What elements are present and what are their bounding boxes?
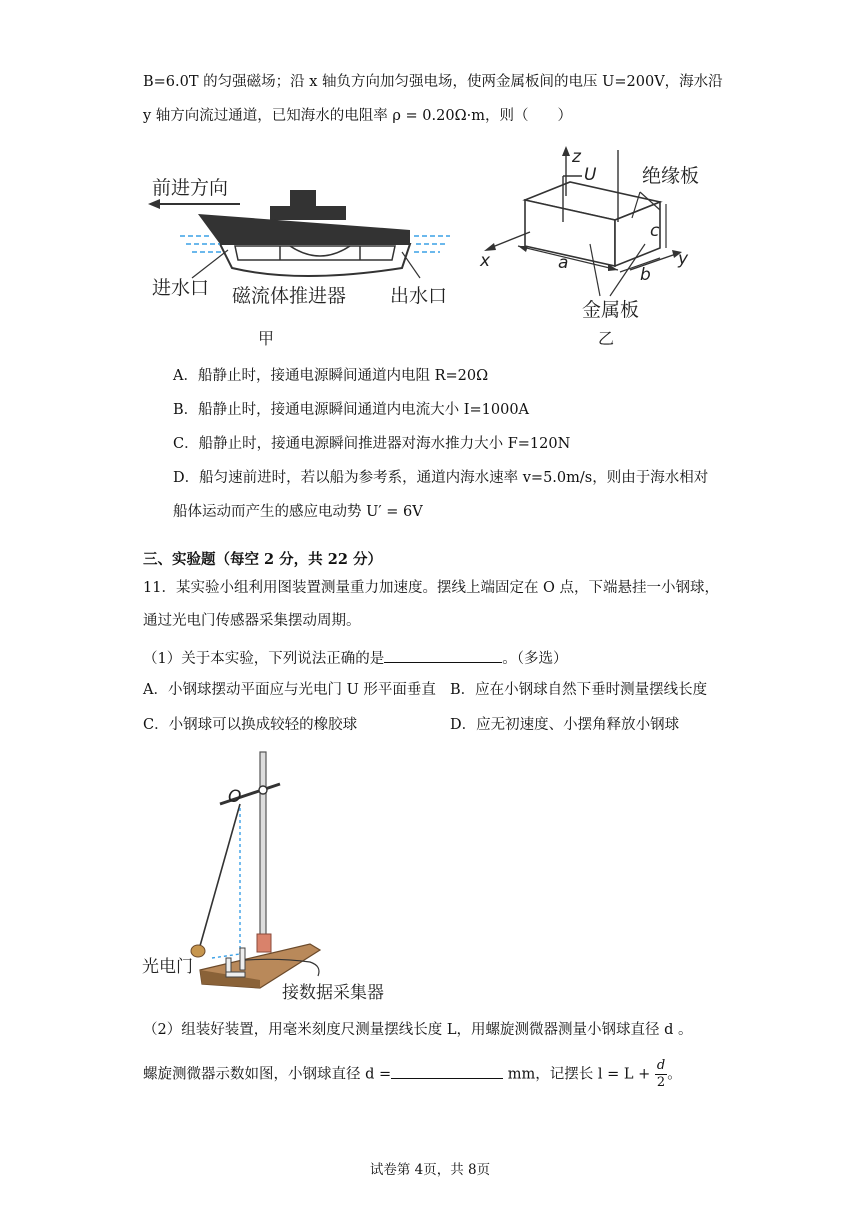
fraction-d-over-2 (655, 1058, 667, 1091)
caption-jia: 甲 (258, 329, 275, 348)
axis-z-label: z (572, 147, 581, 167)
q11-sub2-line1: （2）组装好装置，用毫米刻度尺测量摆线长度 L，用螺旋测微器测量小钢球直径 d 。 (143, 1022, 693, 1038)
forward-direction-label: 前进方向 (152, 177, 229, 199)
section-3-title: 三、实验题（每空 2 分，共 22 分） (143, 551, 382, 568)
q11-diameter-answer-blank[interactable] (391, 1064, 503, 1079)
thruster-label: 磁流体推进器 (232, 285, 347, 307)
q11-sub1-prefix: （1）关于本实验，下列说法正确的是 (143, 651, 385, 667)
photogate-label: 光电门 (142, 957, 193, 977)
figure-pendulum-apparatus (140, 748, 430, 1004)
caption-yi: 乙 (598, 329, 615, 348)
pivot-o-label: O (228, 787, 242, 807)
intro-line-1: B=6.0T 的匀强磁场；沿 x 轴负方向加匀强电场，使两金属板间的电压 U=200V，海水沿 (143, 74, 723, 90)
dim-a-label: a (558, 253, 569, 273)
insulator-label: 绝缘板 (642, 165, 700, 187)
axis-y-label: y (678, 249, 689, 269)
fraction-denominator: 2 (656, 1075, 666, 1090)
fraction-numerator: d (656, 1058, 666, 1073)
dim-c-label: c (650, 221, 660, 241)
q11-option-d: D．应无初速度、小摆角释放小钢球 (450, 717, 680, 733)
metal-plate-label: 金属板 (582, 299, 640, 321)
q11-sub2-prefix: 螺旋测微器示数如图，小钢球直径 d = (143, 1066, 392, 1083)
data-collector-label: 接数据采集器 (282, 983, 384, 1003)
q10-option-c: C．船静止时，接通电源瞬间推进器对海水推力大小 F=120N (173, 436, 571, 452)
voltage-u-label: U (584, 165, 597, 185)
q10-option-d-line2: 船体运动而产生的感应电动势 U′ = 6V (173, 504, 423, 520)
page-footer: 试卷第 4页，共 8页 (369, 1162, 491, 1178)
q11-stem-line1: 11．某实验小组利用图装置测量重力加速度。摆线上端固定在 O 点，下端悬挂一小钢球， (143, 580, 720, 596)
figure-jia-ship (140, 168, 470, 358)
q10-option-b: B．船静止时，接通电源瞬间通道内电流大小 I=1000A (173, 402, 530, 418)
dim-b-label: b (640, 265, 651, 285)
q11-sub1-suffix: 。（多选） (502, 651, 568, 667)
q11-option-c: C．小钢球可以换成较轻的橡胶球 (143, 717, 358, 733)
inlet-label: 进水口 (152, 277, 210, 299)
q11-sub2-unit: mm，记摆长 l = L + (507, 1066, 651, 1083)
q10-option-a: A．船静止时，接通电源瞬间通道内电阻 R=20Ω (173, 368, 489, 384)
q11-sub1 (143, 648, 567, 669)
q10-option-d-line1: D．船匀速前进时，若以船为参考系，通道内海水速率 v=5.0m/s，则由于海水相对 (173, 470, 709, 486)
q11-sub1-answer-blank[interactable] (384, 648, 502, 663)
q11-sub2-end: 。 (667, 1066, 682, 1083)
q11-option-b: B．应在小钢球自然下垂时测量摆线长度 (450, 682, 708, 698)
axis-x-label: x (480, 251, 491, 271)
q11-sub2-line2 (143, 1058, 682, 1091)
q11-option-a: A．小钢球摆动平面应与光电门 U 形平面垂直 (143, 682, 436, 698)
intro-line-2: y 轴方向流过通道，已知海水的电阻率 ρ = 0.20Ω·m，则（ ） (143, 108, 572, 124)
q11-stem-line2: 通过光电门传感器采集摆动周期。 (143, 613, 361, 629)
outlet-label: 出水口 (390, 285, 448, 307)
figure-yi-channel (470, 140, 720, 350)
